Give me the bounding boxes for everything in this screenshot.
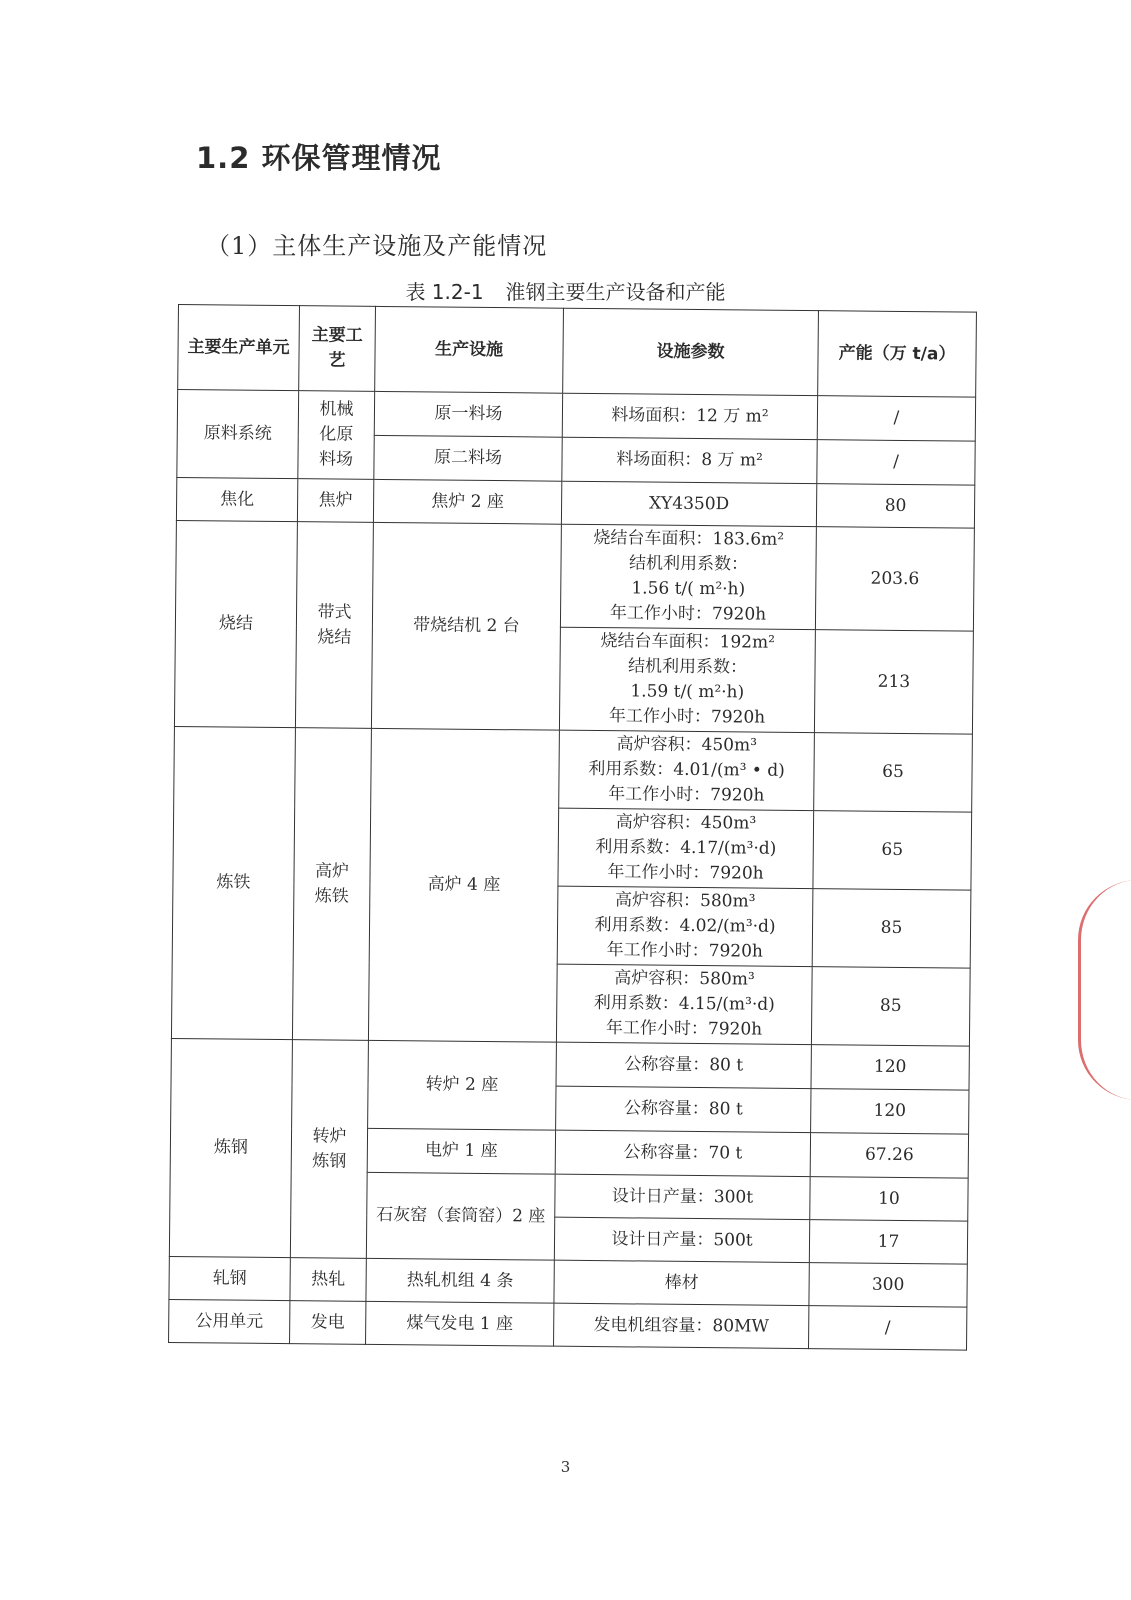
cell-params <box>562 393 817 439</box>
param-line: 公称容量：80 t <box>624 1054 744 1076</box>
table-row <box>176 477 974 528</box>
cell-capacity: 120 <box>811 1089 969 1135</box>
param-line: 年工作小时：7920h <box>608 706 766 728</box>
param-line: 料场面积：12 万 m² <box>611 405 769 427</box>
capacity-table <box>168 304 977 1351</box>
cell-params <box>559 730 815 810</box>
cell-capacity: / <box>817 440 975 486</box>
header-unit: 主要生产单元 <box>178 305 300 391</box>
cell-capacity: 85 <box>812 889 971 969</box>
cell-process: 发电 <box>290 1301 366 1345</box>
cell-params <box>554 1260 809 1305</box>
cell-unit: 焦化 <box>176 477 297 521</box>
cell-facility: 石灰窑（套筒窑）2 座 <box>366 1172 555 1260</box>
table-caption-title: 淮钢主要生产设备和产能 <box>505 280 726 304</box>
param-line: 年工作小时：7920h <box>606 940 764 962</box>
table-caption-number: 表 1.2-1 <box>405 280 484 304</box>
subsection-title: （1）主体生产设施及产能情况 <box>206 232 548 260</box>
cell-capacity: 67.26 <box>810 1133 968 1179</box>
cell-params <box>560 524 816 629</box>
cell-facility: 电炉 1 座 <box>367 1128 555 1174</box>
cell-unit: 炼铁 <box>171 726 295 1039</box>
param-line: 高炉容积：450m³ <box>615 812 757 834</box>
cell-capacity: 65 <box>813 811 972 891</box>
param-line: 棒材 <box>664 1272 699 1293</box>
red-seal-stamp <box>1078 880 1131 1100</box>
param-line: 年工作小时：7920h <box>607 862 764 884</box>
section-title: 1.2 环保管理情况 <box>196 141 442 175</box>
header-facility: 生产设施 <box>375 306 564 393</box>
param-line: 年工作小时：7920h <box>608 784 765 806</box>
param-line: 公称容量：80 t <box>623 1098 743 1120</box>
param-line: 利用系数：4.02/(m³·d) <box>594 915 776 937</box>
param-line: 高炉容积：580m³ <box>614 968 755 990</box>
param-line: XY4350D <box>648 493 730 514</box>
cell-unit: 原料系统 <box>177 390 299 479</box>
cell-capacity: 17 <box>809 1220 967 1265</box>
cell-process: 焦炉 <box>297 479 373 523</box>
table-row <box>169 1256 967 1307</box>
param-line: 利用系数：4.17/(m³·d) <box>595 837 777 859</box>
param-line: 设计日产量：300t <box>611 1185 754 1208</box>
param-line: 年工作小时：7920h <box>609 603 767 625</box>
cell-params <box>556 1086 811 1132</box>
cell-params <box>556 1042 811 1088</box>
param-line: 高炉容积：580m³ <box>614 890 756 912</box>
cell-capacity: 213 <box>814 630 973 735</box>
cell-capacity: 300 <box>809 1263 967 1308</box>
cell-params <box>554 1217 809 1262</box>
param-line: 料场面积：8 万 m² <box>616 449 763 471</box>
cell-capacity: 203.6 <box>815 527 974 632</box>
param-line: 烧结台车面积：192m² <box>600 631 776 653</box>
table-row <box>175 520 974 631</box>
page-number: 3 <box>560 1458 571 1476</box>
cell-facility: 转炉 2 座 <box>368 1040 557 1130</box>
cell-unit: 公用单元 <box>169 1299 290 1343</box>
param-line: 1.59 t/( m²·h) <box>630 681 745 703</box>
cell-params <box>556 964 812 1044</box>
cell-capacity: 80 <box>816 484 974 529</box>
cell-params <box>561 481 816 526</box>
param-line: 利用系数：4.01/(m³ • d) <box>588 758 785 781</box>
cell-facility: 热轧机组 4 条 <box>366 1258 554 1303</box>
cell-params <box>555 1130 810 1176</box>
cell-facility: 焦炉 2 座 <box>373 479 561 524</box>
cell-capacity: 85 <box>811 967 970 1047</box>
cell-params <box>562 437 817 483</box>
param-line: 高炉容积：450m³ <box>616 734 758 756</box>
cell-params <box>558 808 814 888</box>
cell-process: 转炉炼钢 <box>290 1040 368 1259</box>
cell-capacity: / <box>809 1306 967 1351</box>
cell-unit: 烧结 <box>174 520 297 727</box>
cell-unit: 轧钢 <box>169 1256 290 1300</box>
param-line: 结机利用系数： <box>628 553 749 575</box>
cell-facility: 原二料场 <box>374 435 562 481</box>
cell-facility: 煤气发电 1 座 <box>366 1301 554 1346</box>
header-capacity: 产能（万 t/a） <box>818 311 977 398</box>
cell-capacity: 65 <box>814 733 973 813</box>
table-row <box>174 726 973 812</box>
cell-capacity: 10 <box>810 1177 968 1222</box>
cell-capacity: / <box>817 396 975 442</box>
param-line: 发电机组容量：80MW <box>593 1314 770 1337</box>
cell-params <box>559 627 815 732</box>
param-line: 1.56 t/( m²·h) <box>631 578 746 600</box>
table-caption <box>0 276 1131 305</box>
cell-process: 机械化原料场 <box>298 391 375 480</box>
table-row <box>169 1299 967 1350</box>
cell-facility: 带烧结机 2 台 <box>371 522 561 730</box>
cell-params <box>555 1174 810 1219</box>
param-line: 烧结台车面积：183.6m² <box>593 527 785 550</box>
cell-facility: 高炉 4 座 <box>368 728 559 1042</box>
param-line: 利用系数：4.15/(m³·d) <box>593 993 775 1015</box>
cell-process: 带式烧结 <box>295 522 373 729</box>
cell-process: 高炉炼铁 <box>292 728 371 1041</box>
header-process: 主要工艺 <box>299 306 376 392</box>
table-row <box>177 390 975 442</box>
table-header-row <box>178 305 977 398</box>
table-row <box>171 1038 969 1090</box>
param-line: 结机利用系数： <box>627 656 748 678</box>
param-line: 设计日产量：500t <box>611 1228 753 1251</box>
cell-facility: 原一料场 <box>374 391 562 437</box>
cell-unit: 炼钢 <box>169 1038 292 1257</box>
header-params: 设施参数 <box>563 308 819 395</box>
cell-capacity: 120 <box>811 1045 969 1091</box>
cell-params <box>557 886 813 966</box>
param-line: 公称容量：70 t <box>623 1142 743 1164</box>
cell-params <box>554 1303 809 1348</box>
param-line: 年工作小时：7920h <box>605 1018 763 1040</box>
cell-process: 热轧 <box>290 1258 366 1302</box>
